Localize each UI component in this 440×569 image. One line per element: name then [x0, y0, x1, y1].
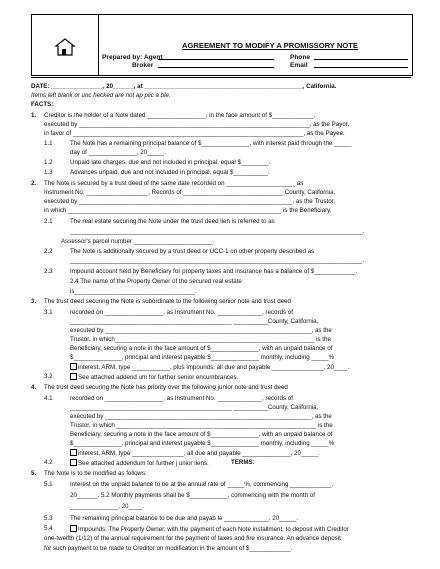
- item-text[interactable]: The Note has a remaining principal balance of $______________, with interest paid through the _____: [70, 140, 352, 147]
- email-label: Email: [290, 62, 308, 69]
- item-text[interactable]: $______________, principal and interest payable $______________ monthly, including _____%: [70, 440, 335, 447]
- item-text[interactable]: Trustor, in which__________________________________________________________ is the: [70, 336, 331, 343]
- broker-label: Broker: [132, 62, 154, 69]
- item-text[interactable]: _______________________________________________ __________County, California,: [70, 404, 319, 411]
- item-text[interactable]: Beneficiary, securing a note in the face amount of $______________, with an unpaid balance of: [70, 345, 333, 352]
- item-text[interactable]: $______________, principal and interest payable $______________ monthly, including _____%: [70, 354, 335, 361]
- item-text[interactable]: in favor of ___________________________________________________________________, as the Payee.: [44, 130, 345, 137]
- item-text[interactable]: [70, 373, 238, 381]
- document-title: AGREEMENT TO MODIFY A PROMISSORY NOTE: [182, 41, 358, 50]
- item-text[interactable]: [70, 525, 349, 533]
- item-text-inner: Impounds: The Property Owner, with the payment of each Note installment, to deposit with Creditor: [78, 526, 349, 533]
- item-text[interactable]: Assessor's parcel number _______________________.: [61, 238, 215, 245]
- impounds-checkbox[interactable]: [70, 525, 77, 532]
- item-text: 2.4 The name of the Property Owner of the secured real estate: [70, 278, 242, 285]
- item-text[interactable]: executed by ______________________________________________________________, as the Trustor,: [44, 198, 336, 205]
- logo-box: [32, 15, 99, 75]
- item-number: 1.: [31, 112, 37, 119]
- item-text[interactable]: is___________________________________.: [70, 288, 197, 295]
- item-number: 5.3: [44, 515, 53, 522]
- item-number: 4.: [31, 384, 37, 391]
- addendum-checkbox[interactable]: [70, 373, 77, 380]
- header-rule: [31, 77, 411, 78]
- item-text-inner: See attached addendum for further j unior liens.: [78, 460, 209, 467]
- item-number: 5.: [31, 470, 37, 477]
- item-text-inner: interest, ARM, type ___________, plus impounds, all due and payable _______________, 20____.: [78, 364, 350, 371]
- item-text[interactable]: for such payment to be made to Creditor on modification in the amount of $____________.: [44, 545, 293, 552]
- item-text: The real estate securing the Note under the trust deed lien is referred to as: [70, 218, 275, 225]
- item-number: 3.1: [44, 309, 53, 316]
- item-text-inner: See attached addend um for further senior encumbrances.: [78, 374, 239, 381]
- item-text[interactable]: recorded on _________________, as Instrument No. _____________, records of: [70, 309, 293, 316]
- item-text[interactable]: Creditor is the holder of a Note dated _________________, in the face amount of $____________,: [44, 112, 316, 119]
- item-text[interactable]: The remaining principal balance to be due and payab le _____________, 20_____.: [70, 515, 299, 522]
- item-text[interactable]: Interest on the unpaid balance to be at the annual rate of _____%, commencing ____________,: [70, 481, 334, 488]
- item-number: 5.4: [44, 525, 53, 532]
- arm-checkbox[interactable]: [70, 363, 77, 370]
- broker-field[interactable]: [158, 67, 274, 68]
- item-text[interactable]: recorded on _________________, as Instrument No. _____________, records of: [70, 395, 293, 402]
- item-text[interactable]: day of ______________, 20_____.: [70, 149, 166, 156]
- prepared-by-label: Prepared by: Agent: [102, 54, 163, 61]
- arm-checkbox[interactable]: [70, 449, 77, 456]
- facts-heading: FACTS:: [31, 101, 54, 108]
- phone-field[interactable]: [314, 59, 408, 60]
- addendum-checkbox[interactable]: [70, 459, 77, 466]
- item-number: 2.1: [44, 218, 53, 225]
- item-text[interactable]: Impound account held by Beneficiary for property taxes and insurance has a balance of $____________.: [70, 268, 358, 275]
- item-text: one-twelfth (1/12) of the annual requirement for the payment of taxes and fire insurance. An advance deposit: [44, 535, 341, 542]
- item-text: The trust deed securing the Note is subordinate to the following senior note and trust deed: [44, 298, 291, 305]
- item-text[interactable]: executed by ____________________________________________________________, as the: [70, 413, 332, 420]
- item-text[interactable]: Trustor, in which __________________________________________________________ is the: [70, 422, 333, 429]
- email-field[interactable]: [314, 67, 408, 68]
- item-text[interactable]: in which ______________________________________________________________ is the Beneficiary.: [44, 207, 332, 214]
- header-box: [31, 14, 413, 76]
- phone-label: Phone: [290, 54, 311, 61]
- item-number: 2.2: [44, 248, 53, 255]
- item-text: The Note is to be modified as follows:: [44, 470, 147, 477]
- item-number: 1.1: [44, 140, 53, 147]
- item-number: 2.3: [44, 268, 53, 275]
- item-number: 4.2: [44, 459, 53, 466]
- item-text[interactable]: [70, 363, 349, 371]
- item-text-inner: interest, ARM, type _______________, all due and payable ______________, 20_____.: [78, 450, 320, 457]
- house-icon: [32, 15, 98, 75]
- item-text[interactable]: executed by ___________________________________________________________________, as the Payor,: [44, 121, 350, 128]
- item-number: 5.1: [44, 481, 53, 488]
- item-text[interactable]: _______________________________________________ __________County, California,: [70, 318, 319, 325]
- item-text[interactable]: Unpaid late charges, due and not included in principal, equal $________.: [70, 159, 271, 166]
- item-text[interactable]: _____________________________________________________________________________________.: [70, 257, 365, 264]
- item-text[interactable]: The Note is secured by a trust deed of the same date recorded on ____________________ as: [44, 180, 304, 187]
- item-number: 4.1: [44, 395, 53, 402]
- item-text[interactable]: [70, 459, 209, 467]
- item-text[interactable]: [70, 449, 320, 457]
- item-number: 3.: [31, 298, 37, 305]
- item-text[interactable]: _____________________________________________________________________________________.: [70, 228, 365, 235]
- item-text: The trust deed securing the Note has priority over the following junior note and trust deed: [44, 384, 288, 391]
- item-number: 2.: [31, 180, 37, 187]
- item-text[interactable]: Beneficiary, securing a note in the face amount of $______________, with an unpaid balance of: [70, 431, 333, 438]
- item-text[interactable]: Instrument No. __________________, Records of _____________________________ County, California,: [44, 189, 336, 196]
- item-text: The Note is additionally secured by a trust deed or UCC-1 on other property described as: [70, 248, 315, 255]
- terms-heading: TERMS:: [231, 459, 255, 466]
- agent-field[interactable]: [158, 59, 274, 60]
- item-text[interactable]: ______________, 20____.: [70, 503, 144, 510]
- item-text[interactable]: executed by ____________________________________________________________, as the: [70, 327, 332, 334]
- item-number: 3.2: [44, 373, 53, 380]
- item-number: 1.2: [44, 159, 53, 166]
- item-text[interactable]: 20______. 5.2 Monthly payments shall be $___________, commencing with the month of: [70, 492, 315, 499]
- date-line[interactable]: DATE: _______________, 20______, at ______________________________________________, California.: [31, 83, 337, 90]
- item-text[interactable]: Advances unpaid, due and not included in principal, equal $__________.: [70, 169, 270, 176]
- blank-items-note: Items left blank or unc hecked are not ap plic a ble.: [31, 92, 171, 99]
- item-number: 1.3: [44, 169, 53, 176]
